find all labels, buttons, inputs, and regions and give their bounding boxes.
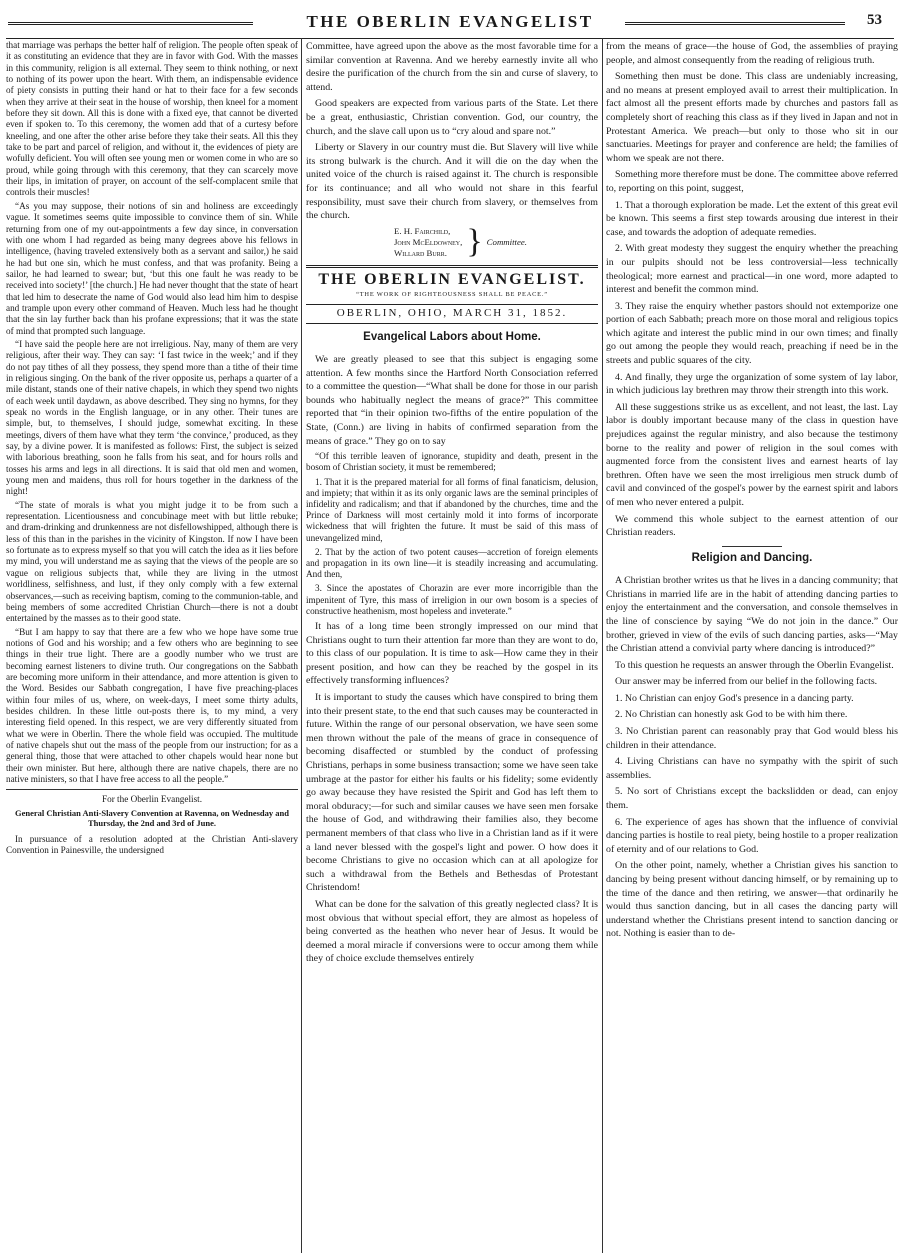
column-3	[606, 40, 898, 1253]
paragraph: Committee, have agreed upon the above as the most favorable time for a similar convention at Ravenna. And we hereby earnestly invite all who desire the purification of the church from the sin and curse of slavery, to attend.	[306, 41, 598, 93]
convention-heading: General Christian Anti-Slavery Convention at Ravenna, on Wednesday and Thursday, the 2nd and 3rd of June.	[14, 807, 289, 828]
article-title: Religion and Dancing.	[691, 551, 813, 564]
paragraph: Liberty or Slavery in our country must die. But Slavery will live while its strong bulwark is the church. And it will die on the day when the united voice of the church is raised against it. The church is responsible for its continuance; and all who would not share in this fearful responsibility, must save their church from slavery, or themselves from the church.	[306, 142, 598, 222]
signatory-list	[394, 226, 462, 259]
divider	[6, 789, 298, 790]
signatory: John McEldowney,	[394, 236, 463, 247]
paragraph: 6. The experience of ages has shown that the influence of convivial dancing parties is hostile to real piety, being hostile to a proper realization of eternity and of our relations to God.	[606, 816, 898, 855]
paragraph: 3. No Christian parent can reasonably pray that God would bless his children in their attendance.	[606, 726, 898, 751]
paragraph: from the means of grace—the house of God, the assemblies of praying people, and almost consequently from the reading of religious truth.	[606, 41, 898, 66]
signatory: E. H. Fairchild,	[394, 225, 451, 236]
masthead	[0, 0, 900, 40]
paragraph: Something then must be done. This class are undeniably increasing, and no means at present employed avail to arrest their multiplication. In fact almost all the present efforts made by churches and pastors fall as completely short of reaching this class as if they lived in Japan and not in Protestant America. We preach—but only to those who sit in our sanctuaries. Meetings for prayer and conference are held; the families of whom we speak are not there.	[606, 71, 898, 164]
divider	[722, 546, 782, 547]
paragraph: “I have said the people here are not irreligious. Nay, many of them are very religious, after their way. They can say: ‘I fast twice in the week;’ and if they do not pay tithes of all they possess, they spend more than a tithe of their time in religious singing. On the bank of the river opposite us, perhaps a quarter of a mile distant, stands one of their native chapels, in which they spend two nights of each week until daydawn, as above described. They sing no hymns, for they speak no words in the English language, or in any other. Their tunes are simple, but, to themselves, I should judge, somewhat exciting. In these meetings, divers of them have what they term ‘the convince,’ produced, as they say, by a divine power. It is manifested as follows: First, the subject is seized with laborious breathing, soon he falls from his seat, and for hours rolls and tosses his arms and legs in all directions. It is said that old men and women, young men and maidens, thus roll for hours together in the darkness of the night!	[6, 338, 298, 497]
paragraph: A Christian brother writes us that he lives in a dancing community; that Christians in married life are in the habit of attending dancing parties to enjoy the entertainment and the conversation, and console themselves in the line of conscience by saying “We do not join in the dance.” Our brother, grieved in view of the evils of such dancing parties, asks—“May the Christian attend a convivial party where dancing is introduced?”	[606, 575, 898, 655]
quote-paragraph: “Of this terrible leaven of ignorance, stupidity and death, present in the bosom of Christian society, it must be remembered;	[306, 451, 598, 473]
paragraph: 1. No Christian can enjoy God's presence in a dancing party.	[615, 692, 854, 704]
committee-label: Committee.	[486, 236, 527, 247]
column-1	[6, 40, 298, 1253]
paragraph: Something more therefore must be done. The committee above referred to, reporting on this point, suggest,	[606, 169, 898, 194]
paragraph: 2. No Christian can honestly ask God to be with him there.	[615, 709, 848, 721]
paragraph: All these suggestions strike us as excellent, and not least, the last. Lay labor is doubly important because many of the class in question have prejudices against the regular ministry, and also because the testimony borne to the reality and power of religion in the soul comes with augmented force from the consistent lives and earnest hearts of lay brethren. Often have we seen the most irreligious men struck dumb of cavil and convinced of the gospel's power by the earnest spirit and labors of men who never entered a pulpit.	[606, 401, 898, 508]
paragraph: 4. Living Christians can have no sympathy with the spirit of such assemblies.	[606, 756, 898, 781]
paper-title: THE OBERLIN EVANGELIST.	[318, 270, 586, 288]
for-line: For the Oberlin Evangelist.	[101, 794, 203, 805]
signatory: Willard Burr.	[394, 247, 447, 258]
page-number: 53	[867, 12, 882, 28]
paragraph: 5. No sort of Christians except the backslidden or dead, can enjoy them.	[606, 786, 898, 812]
paragraph: 2. With great modesty they suggest the enquiry whether the preaching in our pulpits should not be less controversial—less technically theological; more earnest and practical—in one word, more adapted to interest and benefit the common mind.	[606, 243, 898, 296]
article-title: Evangelical Labors about Home.	[363, 330, 541, 343]
paragraph: We are greatly pleased to see that this subject is engaging some attention. A few months since the Hartford North Consociation referred to a committee the question—“What shall be done for those in our parish bounds who habitually neglect the means of grace?” This committee reported that “in their opinion two-fifths of the entire population of the State, (Conn.) are living in habits of confirmed separation from the means of grace.” They go on to say	[306, 354, 598, 447]
column-divider	[301, 38, 302, 1253]
masthead-rule-right	[625, 22, 845, 25]
quote-paragraph: 3. Since the apostates of Chorazin are ever more incorrigible than the impenitent of Tyre, this mass of irreligion in our own bosom is a species of constructive heathenism, most hopeless and inveterate.”	[306, 583, 598, 616]
paragraph: that marriage was perhaps the better half of religion. The people often speak of it as constituting an evidence that they are in favor with God. With the masses in this community, religion is all external. They seem to think nothing, or next to nothing of its power upon the heart. With them, an indispensable evidence of piety consists in putting their hand or hat to their face for a few seconds when they arrive at their seat in the house of worship, then kneel for a moment before they sit down. All this is done with a fixed eye, that cannot be diverted even if spoken to. To this ceremony, the women add that of a curtesy before kneeling, and one after the other arise before they take their seats. All this they take to be part and parcel of religion, and without it, the evidences of piety are wofully deficient. You will often see young men or women come in who are so proud, while going through with this ceremony, that they can scarcely move their lips, in imitation of prayer, on account of the self-complacent smile that controls their muscles!	[6, 40, 298, 198]
column-2	[306, 40, 598, 1253]
paragraph: Our answer may be inferred from our belief in the following facts.	[615, 676, 878, 688]
motto: “THE WORK OF RIGHTEOUSNESS SHALL BE PEACE.”	[356, 291, 548, 299]
section-rule	[306, 265, 598, 268]
paragraph: “As you may suppose, their notions of sin and holiness are exceedingly vague. It sometimes seems quite impossible to convince them of sin. While returning from one of my out-appointments a few day since, in conversation with one whom I had regarded as being many degrees above his fellows in intelligence, (having traveled extensively both as a servant and sailor,) he said he had but one sin, which he must confess, and that was profanity. Being a sailor, he had learned to swear; but, ‘but this one fault he was ready to be received into society!’ [the church.] He had never thought that the state of heart that led him to desecrate the name of God would also lead him him to despise and trample upon every other command of Heaven. Much less had he thought that the sin lay further back than his profane expressions; that it was the state of mind that prompted such language.	[6, 200, 298, 336]
paragraph: It is important to study the causes which have conspired to bring them into their present state, to the end that such causes may be counteracted in future. Within the range of our personal observation, we have seen some men thrown without the pale of the means of grace in consequence of becoming disaffected or stumbled by the conduct of professing Christians, perhaps in some business transaction; some we have seen take umbrage at the pastor for either his faults or his fidelity; some evidently go away because they have resisted the Spirit and God has left them to moral obduracy;—for such and similar causes we have seen men forsake the house of God, and withdrawing their families also, they become permanent members of that class who live in a Christian land as if it were a land never blessed with the gospel's light and power. O how does it become Christians to give no occasion which can at all apologize for such a withdrawal from the Bethels and Bethesdas of Protestant Christendom!	[306, 692, 598, 894]
paragraph: “The state of morals is what you might judge it to be from such a representation. Licentiousness and concubinage meet with but little rebuke; and dram-drinking and drunkenness are not disfellowshipped, although there is less of this than in the parishes in the vicinity of Kingston. If now I have been so fortunate as to express myself so that you will catch the idea as it lies before my mind, you will understand me as saying that the views of the people are so vague on religious subjects that, while they are living in the utmost worldliness, selfishness, and lust, if they only comply with a few external observances,—such as receiving baptism, coming to the communion-table, and being members of some accredited Christian Church—there is not a doubt entertained by the masses as to their good state.	[6, 499, 298, 624]
header-rule	[6, 38, 894, 39]
paragraph: In pursuance of a resolution adopted at the Christian Anti-slavery Convention in Painesville, the undersigned	[6, 833, 298, 856]
paragraph: 4. And finally, they urge the organization of some system of lay labor, in which judicious lay brethren may throw their strength into this work.	[606, 371, 898, 397]
brace-glyph: }	[466, 223, 483, 261]
paragraph: What can be done for the salvation of this greatly neglected class? It is most obvious that without special effort, they are almost as hopeless of being converted as the heathen who never hear of Jesus. It would be deemed a moral miracle if conversions were to occur among them while they of choice exclude themselves entirely	[306, 898, 598, 965]
page-title: THE OBERLIN EVANGELIST	[306, 12, 594, 31]
paragraph: 1. That a thorough exploration be made. Let the extent of this great evil be known. This seems a first step towards arousing due interest in their case, and towards the adoption of adequate remedies.	[606, 199, 898, 238]
paragraph: We commend this whole subject to the earnest attention of our Christian readers.	[606, 513, 898, 539]
quote-paragraph: 2. That by the action of two potent causes—accretion of foreign elements and propagation in its own line—it is steadily increasing and accumulating. And then,	[306, 546, 598, 580]
paragraph: On the other point, namely, whether a Christian gives his sanction to dancing by being present without dancing himself, or by remaining up to the time of the dance and then retiring, we answer—that ordinarily he would thus sanction dancing, but in all cases the dancing party will understand whether the Christians present intend to sanction dancing or not. Nothing is easier than to de-	[606, 860, 898, 940]
paragraph: It has of a long time been strongly impressed on our mind that Christians ought to turn their attention far more than they are wont to do, to this class of our population. It is time to ask—How came they in their present position, and how can they be reached by the gospel in its effectively transforming influences?	[306, 621, 598, 687]
paragraph: “But I am happy to say that there are a few who we hope have some true notions of God and his worship; and a few others who are beginning to see things in their true light. There are a goodly number who we trust are becoming earnest listeners to divine truth. Our congregations on the Sabbath are becoming more uniform in their attendance, and more attention is given to the Word. Besides our Sabbath congregation, I have five preaching-places within four miles of us, where, on week-days, I meet some thirty adults, besides children. In these little out-posts there is, to my mind, a very interesting field opened. In this respect, we are very differently situated from what we were in Oberlin. There the whole field was occupied. The multitude of native chapels shut out the mass of the people from our instruction; for as a general thing, those that were attached to other chapels would hear none but their own minister. But here, although there are native chapels, there are no native ministers, so that I have free access to all the people.”	[6, 626, 298, 784]
quote-paragraph: 1. That it is the prepared material for all forms of final fanaticism, delusion, and impiety; that within it as its only organic laws are the seminal principles of infidelity and radicalism; and that if abandoned by the churches, time and the Prince of Darkness will most certainly mold it into forms of incorporate wickedness that will frighten the future. It must be said of this mass of unevangelized mind,	[306, 476, 598, 543]
committee-signatures	[394, 223, 598, 261]
paragraph: Good speakers are expected from various parts of the State. Let there be a great, enthusiastic, Christian convention. God, our country, the church, and the slave call upon us to “cry aloud and spare not.”	[306, 98, 598, 137]
column-divider	[602, 38, 603, 1253]
paragraph: 3. They raise the enquiry whether pastors should not extemporize one portion of each Sabbath; preach more on those moral and religious topics which agitate and interest the public mind in our own times; and finally go out among the people they would reach, preaching if need be in the streets and public squares of the city.	[606, 300, 898, 367]
paragraph: To this question he requests an answer through the Oberlin Evangelist.	[615, 659, 894, 671]
dateline: OBERLIN, OHIO, MARCH 31, 1852.	[306, 304, 598, 323]
